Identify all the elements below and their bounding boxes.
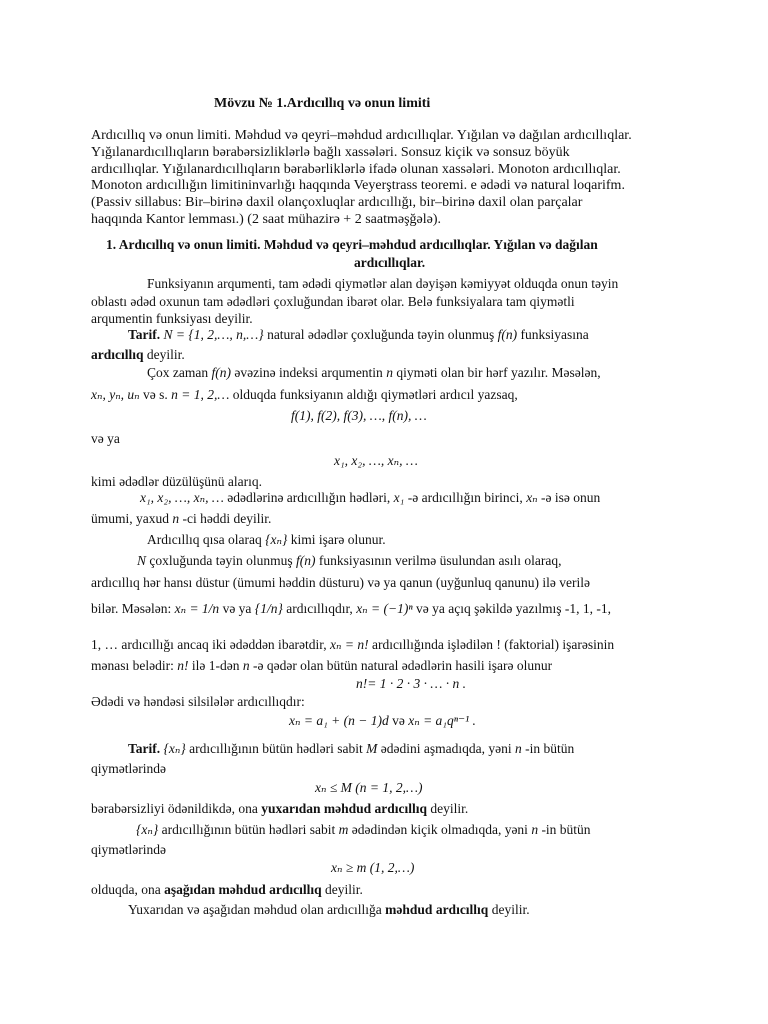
section-heading-cont: ardıcıllıqlar.	[354, 255, 426, 270]
para-line: {xₙ} ardıcıllığının bütün hədləri sabit m ədədindən kiçik olmadıqda, yəni n -in bütün	[136, 822, 591, 837]
para-line: mənası belədir: n! ilə 1-dən n -ə qədər olan bütün natural ədədlərin hasili işarə olunur	[91, 658, 553, 673]
formula-line: xₙ = a₁ + (n − 1)d və xₙ = a₁qⁿ⁻¹ .	[289, 713, 476, 728]
definition-cont: ardıcıllıq deyilir.	[91, 347, 185, 362]
summary-line: (Passiv sillabus: Bir–birinə daxil olançoxluqlar ardıcıllığı, bir–birinə daxil olan parçalar	[91, 195, 583, 211]
para-line: oblastı ədəd oxunun tam ədədləri çoxluğundan ibarət olar. Belə funksiyalara tam qiymətli	[91, 294, 575, 309]
para-line: və ya	[91, 431, 120, 446]
term: ardıcıllıq	[91, 347, 144, 362]
formula: N = {1, 2,…, n,…}	[163, 327, 264, 342]
para-line: qiymətlərində	[91, 842, 166, 857]
para-line: Ədədi və həndəsi silsilələr ardıcıllıqdır:	[91, 694, 305, 709]
formula: xₙ ≥ m (1, 2,…)	[331, 860, 415, 875]
para-line: Yuxarıdan və aşağıdan məhdud olan ardıcıllığa məhdud ardıcıllıq deyilir.	[128, 902, 530, 917]
formula: f(1), f(2), f(3), …, f(n), …	[291, 408, 427, 423]
page-title: Mövzu № 1.Ardıcıllıq və onun limiti	[214, 96, 431, 111]
para-line: olduqda, ona aşağıdan məhdud ardıcıllıq deyilir.	[91, 882, 363, 897]
para-line: ardıcıllıq hər hansı düstur (ümumi həddin düsturu) və ya qanun (uyğunluq qanunu) ilə verilə	[91, 575, 591, 590]
summary-line: Monoton ardıcıllığın limitininvarlığı haqqında Veyerştrass teoremi. e ədədi və natural loqarifm.	[91, 178, 625, 194]
definition-line: Tarif. N = {1, 2,…, n,…} natural ədədlər çoxluğunda təyin olunmuş f(n) funksiyasına	[128, 327, 589, 342]
para-line: Ardıcıllıq qısa olaraq {xₙ} kimi işarə olunur.	[147, 532, 386, 547]
para-line: Çox zaman f(n) əvəzinə indeksi arqumentin n qiyməti olan bir hərf yazılır. Məsələn,	[147, 365, 601, 380]
para-line: x₁, x₂, …, xₙ, … ədədlərinə ardıcıllığın hədləri, x₁ -ə ardıcıllığın birinci, xₙ -ə isə onun	[140, 490, 601, 505]
para-line: Funksiyanın arqumenti, tam ədədi qiymətlər alan dəyişən kəmiyyət olduqda onun təyin	[147, 276, 619, 291]
definition-label: Tarif.	[128, 741, 161, 756]
topics-summary	[91, 128, 703, 229]
summary-line: ardıcıllıqlar. Yığılanardıcıllıqların bərabərliklərlə ifadə olunan xassələri. Monoton ardıcıllıqlar.	[91, 161, 621, 177]
para-line: arqumentin funksiyası deyilir.	[91, 311, 253, 326]
para-line: N çoxluğunda təyin olunmuş f(n) funksiyasının verilmə üsulundan asılı olaraq,	[137, 553, 562, 568]
formula: f(n)	[497, 327, 518, 342]
para-line: ümumi, yaxud n -ci həddi deyilir.	[91, 511, 272, 526]
para-line: 1, … ardıcıllığı ancaq iki ədəddən ibarətdir, xₙ = n! ardıcıllığında işlədilən ! (faktorial) işarəsinin	[91, 637, 615, 652]
summary-line: Yığılanardıcıllıqların bərabərsizliklərlə bağlı xassələri. Sonsuz kiçik və sonsuz böyük	[91, 144, 570, 160]
formula: x₁, x₂, …, xₙ, …	[334, 453, 418, 468]
section-heading: 1. Ardıcıllıq və onun limiti. Məhdud və qeyri–məhdud ardıcıllıqlar. Yığılan və dağılan	[106, 237, 598, 252]
para-line: xₙ, yₙ, uₙ və s. n = 1, 2,… olduqda funksiyanın aldığı qiymətləri ardıcıl yazsaq,	[91, 387, 518, 402]
summary-line: haqqında Kantor lemması.) (2 saat mühazirə + 2 saatməşğələ).	[91, 211, 441, 227]
term: məhdud ardıcıllıq	[385, 902, 489, 917]
summary-line: Ardıcıllıq və onun limiti. Məhdud və qeyri–məhdud ardıcıllıqlar. Yığılan və dağılan ardıcıllıqlar.	[91, 128, 632, 143]
definition-line: Tarif. {xₙ} ardıcıllığının bütün hədləri sabit M ədədini aşmadıqda, yəni n -in bütün	[128, 741, 575, 756]
term: aşağıdan məhdud ardıcıllıq	[164, 882, 322, 897]
term: yuxarıdan məhdud ardıcıllıq	[261, 801, 427, 816]
para-line: bərabərsizliyi ödənildikdə, ona yuxarıdan məhdud ardıcıllıq deyilir.	[91, 801, 469, 816]
para-line: kimi ədədlər düzülüşünü alarıq.	[91, 474, 262, 489]
definition-label: Tarif.	[128, 327, 161, 342]
formula: xₙ ≤ M (n = 1, 2,…)	[315, 780, 423, 795]
para-line: qiymətlərində	[91, 761, 166, 776]
para-line: bilər. Məsələn: xₙ = 1/n və ya {1/n} ardıcıllıqdır, xₙ = (−1)ⁿ və ya açıq şəkildə yazılmış -1, 1, -1,	[91, 601, 611, 616]
formula: n!= 1 · 2 · 3 · … · n .	[356, 676, 466, 691]
